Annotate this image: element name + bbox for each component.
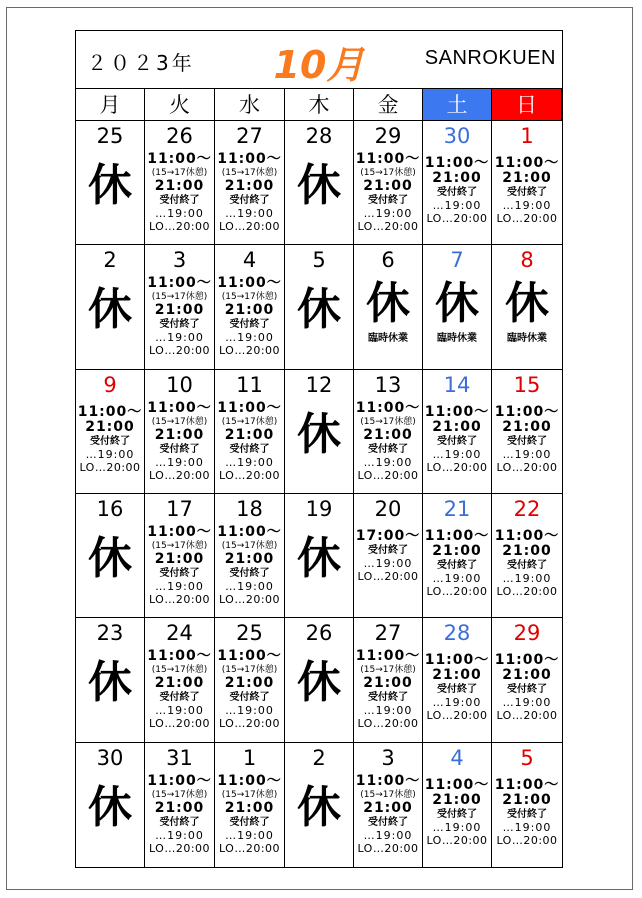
close-time: 21:00 bbox=[432, 667, 482, 684]
day-number: 15 bbox=[513, 372, 541, 397]
last-order-time: LO…20:00 bbox=[357, 841, 419, 855]
open-time: 11:00～ bbox=[217, 151, 282, 167]
last-order-time: LO…20:00 bbox=[426, 585, 488, 598]
day-number: 14 bbox=[443, 372, 471, 397]
closed-mark: 休 bbox=[297, 284, 341, 336]
day-number: 29 bbox=[374, 124, 402, 148]
last-order-time: LO…20:00 bbox=[148, 841, 211, 855]
last-order-time: LO…20:00 bbox=[496, 212, 558, 225]
business-hours bbox=[423, 778, 491, 847]
closed-mark: 休 bbox=[88, 533, 132, 584]
open-time: 11:00～ bbox=[494, 528, 560, 544]
close-time: 21:00 bbox=[224, 426, 275, 443]
close-time: 21:00 bbox=[432, 543, 482, 559]
day-number: 30 bbox=[96, 745, 124, 770]
close-time: 21:00 bbox=[224, 551, 275, 567]
reception-end-time: …19:00 bbox=[432, 199, 482, 212]
day-cell bbox=[76, 743, 145, 867]
open-time: 11:00～ bbox=[494, 155, 560, 171]
day-number: 25 bbox=[96, 124, 124, 148]
break-time: (15→17休憩) bbox=[151, 168, 208, 178]
open-time: 11:00～ bbox=[355, 772, 421, 789]
day-cell bbox=[76, 121, 145, 245]
close-time: 21:00 bbox=[85, 418, 135, 435]
day-number: 12 bbox=[305, 372, 333, 397]
last-order-time: LO…20:00 bbox=[496, 460, 558, 474]
weekday-sat: 土 bbox=[423, 89, 492, 121]
last-order-time: LO…20:00 bbox=[148, 220, 211, 233]
reception-end-time: …19:00 bbox=[155, 704, 204, 718]
day-number: 18 bbox=[236, 497, 263, 521]
day-cell bbox=[285, 370, 354, 494]
closed-mark: 休 bbox=[297, 408, 341, 460]
day-cell bbox=[354, 743, 423, 867]
day-number: 28 bbox=[305, 124, 333, 148]
closed-mark: 休 bbox=[88, 657, 132, 709]
break-time: (15→17休憩) bbox=[221, 789, 278, 800]
open-time: 11:00～ bbox=[424, 776, 490, 793]
day-cell bbox=[423, 743, 492, 867]
weekday-sun: 日 bbox=[492, 89, 562, 121]
day-cell bbox=[145, 743, 215, 867]
open-time: 11:00～ bbox=[77, 403, 143, 420]
break-time: (15→17休憩) bbox=[221, 416, 278, 427]
reception-end-label: 受付終了 bbox=[159, 692, 200, 704]
reception-end-label: 受付終了 bbox=[437, 808, 477, 820]
reception-end-label: 受付終了 bbox=[507, 435, 547, 447]
last-order-time: LO…20:00 bbox=[218, 468, 281, 482]
day-number: 25 bbox=[236, 621, 263, 646]
reception-end-time: …19:00 bbox=[363, 828, 413, 842]
day-number: 4 bbox=[450, 745, 464, 770]
close-time: 21:00 bbox=[363, 426, 413, 443]
reception-end-time: …19:00 bbox=[155, 455, 204, 469]
day-cell bbox=[215, 121, 285, 245]
last-order-time: LO…20:00 bbox=[496, 709, 558, 723]
break-time: (15→17休憩) bbox=[151, 789, 208, 800]
open-time: 17:00～ bbox=[355, 528, 421, 544]
open-time: 11:00～ bbox=[424, 528, 490, 544]
business-hours bbox=[354, 529, 422, 583]
break-time: (15→17休憩) bbox=[360, 665, 416, 676]
day-number: 2 bbox=[312, 745, 326, 770]
break-time: (15→17休憩) bbox=[360, 789, 416, 800]
reception-end-time: …19:00 bbox=[155, 331, 204, 345]
month-title: 10月 bbox=[273, 43, 365, 87]
day-number: 1 bbox=[520, 124, 534, 148]
reception-end-time: …19:00 bbox=[432, 447, 482, 461]
day-number: 27 bbox=[374, 621, 402, 646]
day-number: 20 bbox=[374, 497, 402, 521]
weekday-wed: 水 bbox=[215, 89, 285, 121]
business-hours bbox=[215, 152, 284, 233]
day-number: 3 bbox=[381, 745, 395, 770]
business-hours bbox=[354, 401, 422, 482]
day-cell bbox=[285, 743, 354, 867]
day-number: 3 bbox=[172, 248, 187, 273]
day-number: 6 bbox=[381, 248, 395, 273]
day-cell bbox=[492, 618, 562, 742]
closed-mark: 休 bbox=[435, 278, 479, 330]
last-order-time: LO…20:00 bbox=[357, 220, 419, 233]
reception-end-label: 受付終了 bbox=[507, 560, 547, 571]
closed-mark: 休 bbox=[297, 657, 341, 709]
day-cell bbox=[354, 370, 423, 494]
open-time: 11:00～ bbox=[424, 155, 490, 171]
day-number: 22 bbox=[513, 497, 541, 521]
close-time: 21:00 bbox=[224, 302, 275, 319]
open-time: 11:00～ bbox=[494, 776, 560, 793]
weekday-fri: 金 bbox=[354, 89, 423, 121]
close-time: 21:00 bbox=[154, 675, 205, 692]
business-hours bbox=[145, 152, 214, 233]
calendar-header bbox=[76, 31, 562, 89]
close-time: 21:00 bbox=[502, 791, 552, 808]
business-hours bbox=[423, 653, 491, 722]
reception-end-label: 受付終了 bbox=[159, 319, 200, 331]
break-time: (15→17休憩) bbox=[221, 292, 278, 303]
calendar-grid bbox=[76, 89, 562, 867]
business-hours bbox=[492, 529, 562, 598]
day-number: 2 bbox=[103, 248, 117, 273]
open-time: 11:00～ bbox=[217, 275, 282, 292]
close-time: 21:00 bbox=[363, 178, 413, 194]
day-number: 1 bbox=[242, 745, 257, 770]
reception-end-time: …19:00 bbox=[225, 704, 274, 718]
temporary-closure-label: 臨時休業 bbox=[507, 333, 547, 345]
close-time: 21:00 bbox=[432, 418, 482, 435]
day-cell bbox=[354, 618, 423, 742]
reception-end-label: 受付終了 bbox=[229, 319, 270, 331]
close-time: 21:00 bbox=[502, 170, 552, 186]
day-cell bbox=[145, 121, 215, 245]
close-time: 21:00 bbox=[502, 543, 552, 559]
open-time: 11:00～ bbox=[147, 151, 212, 167]
reception-end-time: …19:00 bbox=[155, 580, 204, 593]
last-order-time: LO…20:00 bbox=[218, 717, 281, 731]
break-time: (15→17休憩) bbox=[360, 168, 416, 178]
day-number: 8 bbox=[520, 248, 534, 273]
reception-end-time: …19:00 bbox=[225, 455, 274, 469]
day-number: 26 bbox=[305, 621, 333, 646]
close-time: 21:00 bbox=[363, 799, 413, 816]
day-number: 11 bbox=[236, 372, 263, 397]
reception-end-label: 受付終了 bbox=[368, 195, 408, 206]
business-hours bbox=[423, 156, 491, 225]
open-time: 11:00～ bbox=[355, 648, 421, 665]
reception-end-label: 受付終了 bbox=[437, 684, 477, 696]
reception-end-time: …19:00 bbox=[432, 820, 482, 834]
last-order-time: LO…20:00 bbox=[426, 833, 488, 847]
last-order-time: LO…20:00 bbox=[218, 593, 281, 606]
day-number: 19 bbox=[305, 497, 333, 521]
open-time: 11:00～ bbox=[147, 524, 212, 540]
open-time: 11:00～ bbox=[147, 275, 212, 292]
day-number: 5 bbox=[520, 745, 534, 770]
open-time: 11:00～ bbox=[217, 524, 282, 540]
reception-end-label: 受付終了 bbox=[159, 816, 200, 828]
open-time: 11:00～ bbox=[424, 403, 490, 420]
reception-end-label: 受付終了 bbox=[507, 187, 547, 198]
business-hours bbox=[145, 401, 214, 482]
day-cell bbox=[492, 370, 562, 494]
reception-end-time: …19:00 bbox=[432, 572, 482, 585]
open-time: 11:00～ bbox=[217, 772, 282, 789]
day-cell bbox=[285, 618, 354, 742]
day-cell bbox=[492, 743, 562, 867]
business-hours bbox=[492, 156, 562, 225]
last-order-time: LO…20:00 bbox=[148, 717, 211, 731]
reception-end-label: 受付終了 bbox=[229, 195, 270, 206]
reception-end-label: 受付終了 bbox=[507, 684, 547, 696]
closed-mark: 休 bbox=[88, 160, 132, 211]
business-hours bbox=[145, 276, 214, 357]
business-hours bbox=[145, 649, 214, 730]
reception-end-label: 受付終了 bbox=[437, 187, 477, 198]
last-order-time: LO…20:00 bbox=[426, 460, 488, 474]
day-cell bbox=[215, 494, 285, 618]
business-hours bbox=[354, 774, 422, 855]
close-time: 21:00 bbox=[432, 791, 482, 808]
day-cell bbox=[215, 370, 285, 494]
business-hours bbox=[145, 774, 214, 855]
calendar bbox=[75, 30, 563, 868]
day-number: 27 bbox=[236, 124, 263, 148]
day-cell bbox=[76, 618, 145, 742]
day-number: 9 bbox=[103, 372, 117, 397]
business-hours bbox=[492, 405, 562, 474]
business-hours bbox=[492, 653, 562, 722]
closed-mark: 休 bbox=[88, 781, 132, 833]
reception-end-time: …19:00 bbox=[502, 447, 552, 461]
business-hours bbox=[215, 525, 284, 606]
close-time: 21:00 bbox=[154, 178, 205, 194]
last-order-time: LO…20:00 bbox=[426, 212, 488, 225]
reception-end-label: 受付終了 bbox=[437, 560, 477, 571]
last-order-time: LO…20:00 bbox=[357, 570, 419, 583]
day-number: 26 bbox=[166, 124, 193, 148]
day-number: 5 bbox=[312, 248, 326, 273]
reception-end-time: …19:00 bbox=[225, 580, 274, 593]
day-cell bbox=[285, 494, 354, 618]
day-cell bbox=[354, 245, 423, 369]
day-number: 7 bbox=[450, 248, 464, 273]
closed-mark: 休 bbox=[297, 781, 341, 833]
business-hours bbox=[215, 276, 284, 357]
business-hours bbox=[215, 649, 284, 730]
open-time: 11:00～ bbox=[217, 399, 282, 416]
reception-end-time: …19:00 bbox=[225, 331, 274, 345]
day-cell bbox=[76, 494, 145, 618]
open-time: 11:00～ bbox=[217, 648, 282, 665]
reception-end-time: …19:00 bbox=[502, 572, 552, 585]
break-time: (15→17休憩) bbox=[151, 292, 208, 303]
day-cell bbox=[492, 245, 562, 369]
reception-end-label: 受付終了 bbox=[159, 443, 200, 455]
open-time: 11:00～ bbox=[424, 652, 490, 669]
reception-end-label: 受付終了 bbox=[437, 435, 477, 447]
weekday-mon: 月 bbox=[76, 89, 145, 121]
reception-end-label: 受付終了 bbox=[229, 692, 270, 704]
brand-name: SANROKUEN bbox=[424, 47, 556, 69]
close-time: 21:00 bbox=[502, 667, 552, 684]
day-cell bbox=[423, 121, 492, 245]
business-hours bbox=[354, 152, 422, 233]
close-time: 21:00 bbox=[154, 302, 205, 319]
break-time: (15→17休憩) bbox=[151, 541, 208, 551]
day-number: 28 bbox=[443, 621, 471, 646]
business-hours bbox=[215, 401, 284, 482]
day-cell bbox=[354, 494, 423, 618]
reception-end-label: 受付終了 bbox=[229, 443, 270, 455]
day-cell bbox=[285, 121, 354, 245]
break-time: (15→17休憩) bbox=[360, 416, 416, 427]
reception-end-label: 受付終了 bbox=[159, 568, 200, 579]
closed-mark: 休 bbox=[297, 160, 341, 211]
closed-mark: 休 bbox=[297, 533, 341, 584]
day-cell bbox=[76, 370, 145, 494]
reception-end-time: …19:00 bbox=[502, 696, 552, 710]
reception-end-time: …19:00 bbox=[432, 696, 482, 710]
reception-end-label: 受付終了 bbox=[368, 443, 408, 455]
day-cell bbox=[492, 494, 562, 618]
reception-end-label: 受付終了 bbox=[368, 545, 408, 556]
day-cell bbox=[423, 618, 492, 742]
day-cell bbox=[145, 245, 215, 369]
last-order-time: LO…20:00 bbox=[218, 220, 281, 233]
close-time: 21:00 bbox=[224, 799, 275, 816]
day-cell bbox=[215, 743, 285, 867]
day-cell bbox=[145, 370, 215, 494]
day-number: 31 bbox=[166, 745, 193, 770]
business-hours bbox=[423, 405, 491, 474]
day-cell bbox=[285, 245, 354, 369]
day-number: 30 bbox=[443, 124, 471, 148]
open-time: 11:00～ bbox=[147, 772, 212, 789]
last-order-time: LO…20:00 bbox=[218, 344, 281, 358]
day-cell bbox=[215, 245, 285, 369]
last-order-time: LO…20:00 bbox=[496, 833, 558, 847]
business-hours bbox=[145, 525, 214, 606]
day-number: 23 bbox=[96, 621, 124, 646]
close-time: 21:00 bbox=[363, 675, 413, 692]
close-time: 21:00 bbox=[154, 426, 205, 443]
reception-end-time: …19:00 bbox=[155, 828, 204, 842]
day-cell bbox=[354, 121, 423, 245]
day-cell bbox=[145, 494, 215, 618]
reception-end-time: …19:00 bbox=[155, 207, 204, 220]
day-cell bbox=[76, 245, 145, 369]
open-time: 11:00～ bbox=[355, 151, 421, 167]
closed-mark: 休 bbox=[505, 278, 549, 330]
last-order-time: LO…20:00 bbox=[148, 468, 211, 482]
reception-end-label: 受付終了 bbox=[159, 195, 200, 206]
reception-end-time: …19:00 bbox=[363, 557, 413, 570]
reception-end-label: 受付終了 bbox=[507, 808, 547, 820]
reception-end-label: 受付終了 bbox=[368, 692, 408, 704]
day-number: 21 bbox=[443, 497, 471, 521]
day-number: 13 bbox=[374, 372, 402, 397]
close-time: 21:00 bbox=[432, 170, 482, 186]
reception-end-label: 受付終了 bbox=[368, 816, 408, 828]
day-cell bbox=[423, 245, 492, 369]
close-time: 21:00 bbox=[224, 178, 275, 194]
break-time: (15→17休憩) bbox=[151, 665, 208, 676]
business-hours bbox=[76, 405, 144, 474]
reception-end-time: …19:00 bbox=[502, 820, 552, 834]
reception-end-label: 受付終了 bbox=[90, 435, 130, 447]
reception-end-time: …19:00 bbox=[85, 447, 135, 461]
reception-end-time: …19:00 bbox=[225, 207, 274, 220]
business-hours bbox=[492, 778, 562, 847]
close-time: 21:00 bbox=[224, 675, 275, 692]
weekday-tue: 火 bbox=[145, 89, 215, 121]
day-number: 4 bbox=[242, 248, 257, 273]
reception-end-time: …19:00 bbox=[502, 199, 552, 212]
day-cell bbox=[492, 121, 562, 245]
close-time: 21:00 bbox=[502, 418, 552, 435]
day-number: 24 bbox=[166, 621, 193, 646]
reception-end-time: …19:00 bbox=[363, 704, 413, 718]
open-time: 11:00～ bbox=[355, 399, 421, 416]
break-time: (15→17休憩) bbox=[151, 416, 208, 427]
day-cell bbox=[423, 370, 492, 494]
last-order-time: LO…20:00 bbox=[426, 709, 488, 723]
day-number: 16 bbox=[96, 497, 124, 521]
day-cell bbox=[145, 618, 215, 742]
reception-end-time: …19:00 bbox=[363, 207, 413, 220]
last-order-time: LO…20:00 bbox=[218, 841, 281, 855]
business-hours bbox=[354, 649, 422, 730]
last-order-time: LO…20:00 bbox=[79, 460, 141, 474]
business-hours bbox=[215, 774, 284, 855]
last-order-time: LO…20:00 bbox=[496, 585, 558, 598]
last-order-time: LO…20:00 bbox=[148, 344, 211, 358]
open-time: 11:00～ bbox=[147, 399, 212, 416]
close-time: 21:00 bbox=[154, 799, 205, 816]
close-time: 21:00 bbox=[154, 551, 205, 567]
closed-mark: 休 bbox=[366, 278, 410, 330]
open-time: 11:00～ bbox=[494, 652, 560, 669]
closed-mark: 休 bbox=[88, 284, 132, 336]
temporary-closure-label: 臨時休業 bbox=[437, 333, 477, 345]
temporary-closure-label: 臨時休業 bbox=[368, 333, 408, 345]
last-order-time: LO…20:00 bbox=[357, 717, 419, 731]
business-hours bbox=[423, 529, 491, 598]
last-order-time: LO…20:00 bbox=[148, 593, 211, 606]
weekday-thu: 木 bbox=[285, 89, 354, 121]
day-number: 10 bbox=[166, 372, 193, 397]
reception-end-label: 受付終了 bbox=[229, 816, 270, 828]
break-time: (15→17休憩) bbox=[221, 541, 278, 551]
reception-end-time: …19:00 bbox=[363, 455, 413, 469]
day-cell bbox=[215, 618, 285, 742]
break-time: (15→17休憩) bbox=[221, 665, 278, 676]
open-time: 11:00～ bbox=[147, 648, 212, 665]
reception-end-label: 受付終了 bbox=[229, 568, 270, 579]
reception-end-time: …19:00 bbox=[225, 828, 274, 842]
year-label: ２０２3年 bbox=[87, 51, 195, 75]
break-time: (15→17休憩) bbox=[221, 168, 278, 178]
day-cell bbox=[423, 494, 492, 618]
day-number: 17 bbox=[166, 497, 193, 521]
last-order-time: LO…20:00 bbox=[357, 468, 419, 482]
day-number: 29 bbox=[513, 621, 541, 646]
open-time: 11:00～ bbox=[494, 403, 560, 420]
